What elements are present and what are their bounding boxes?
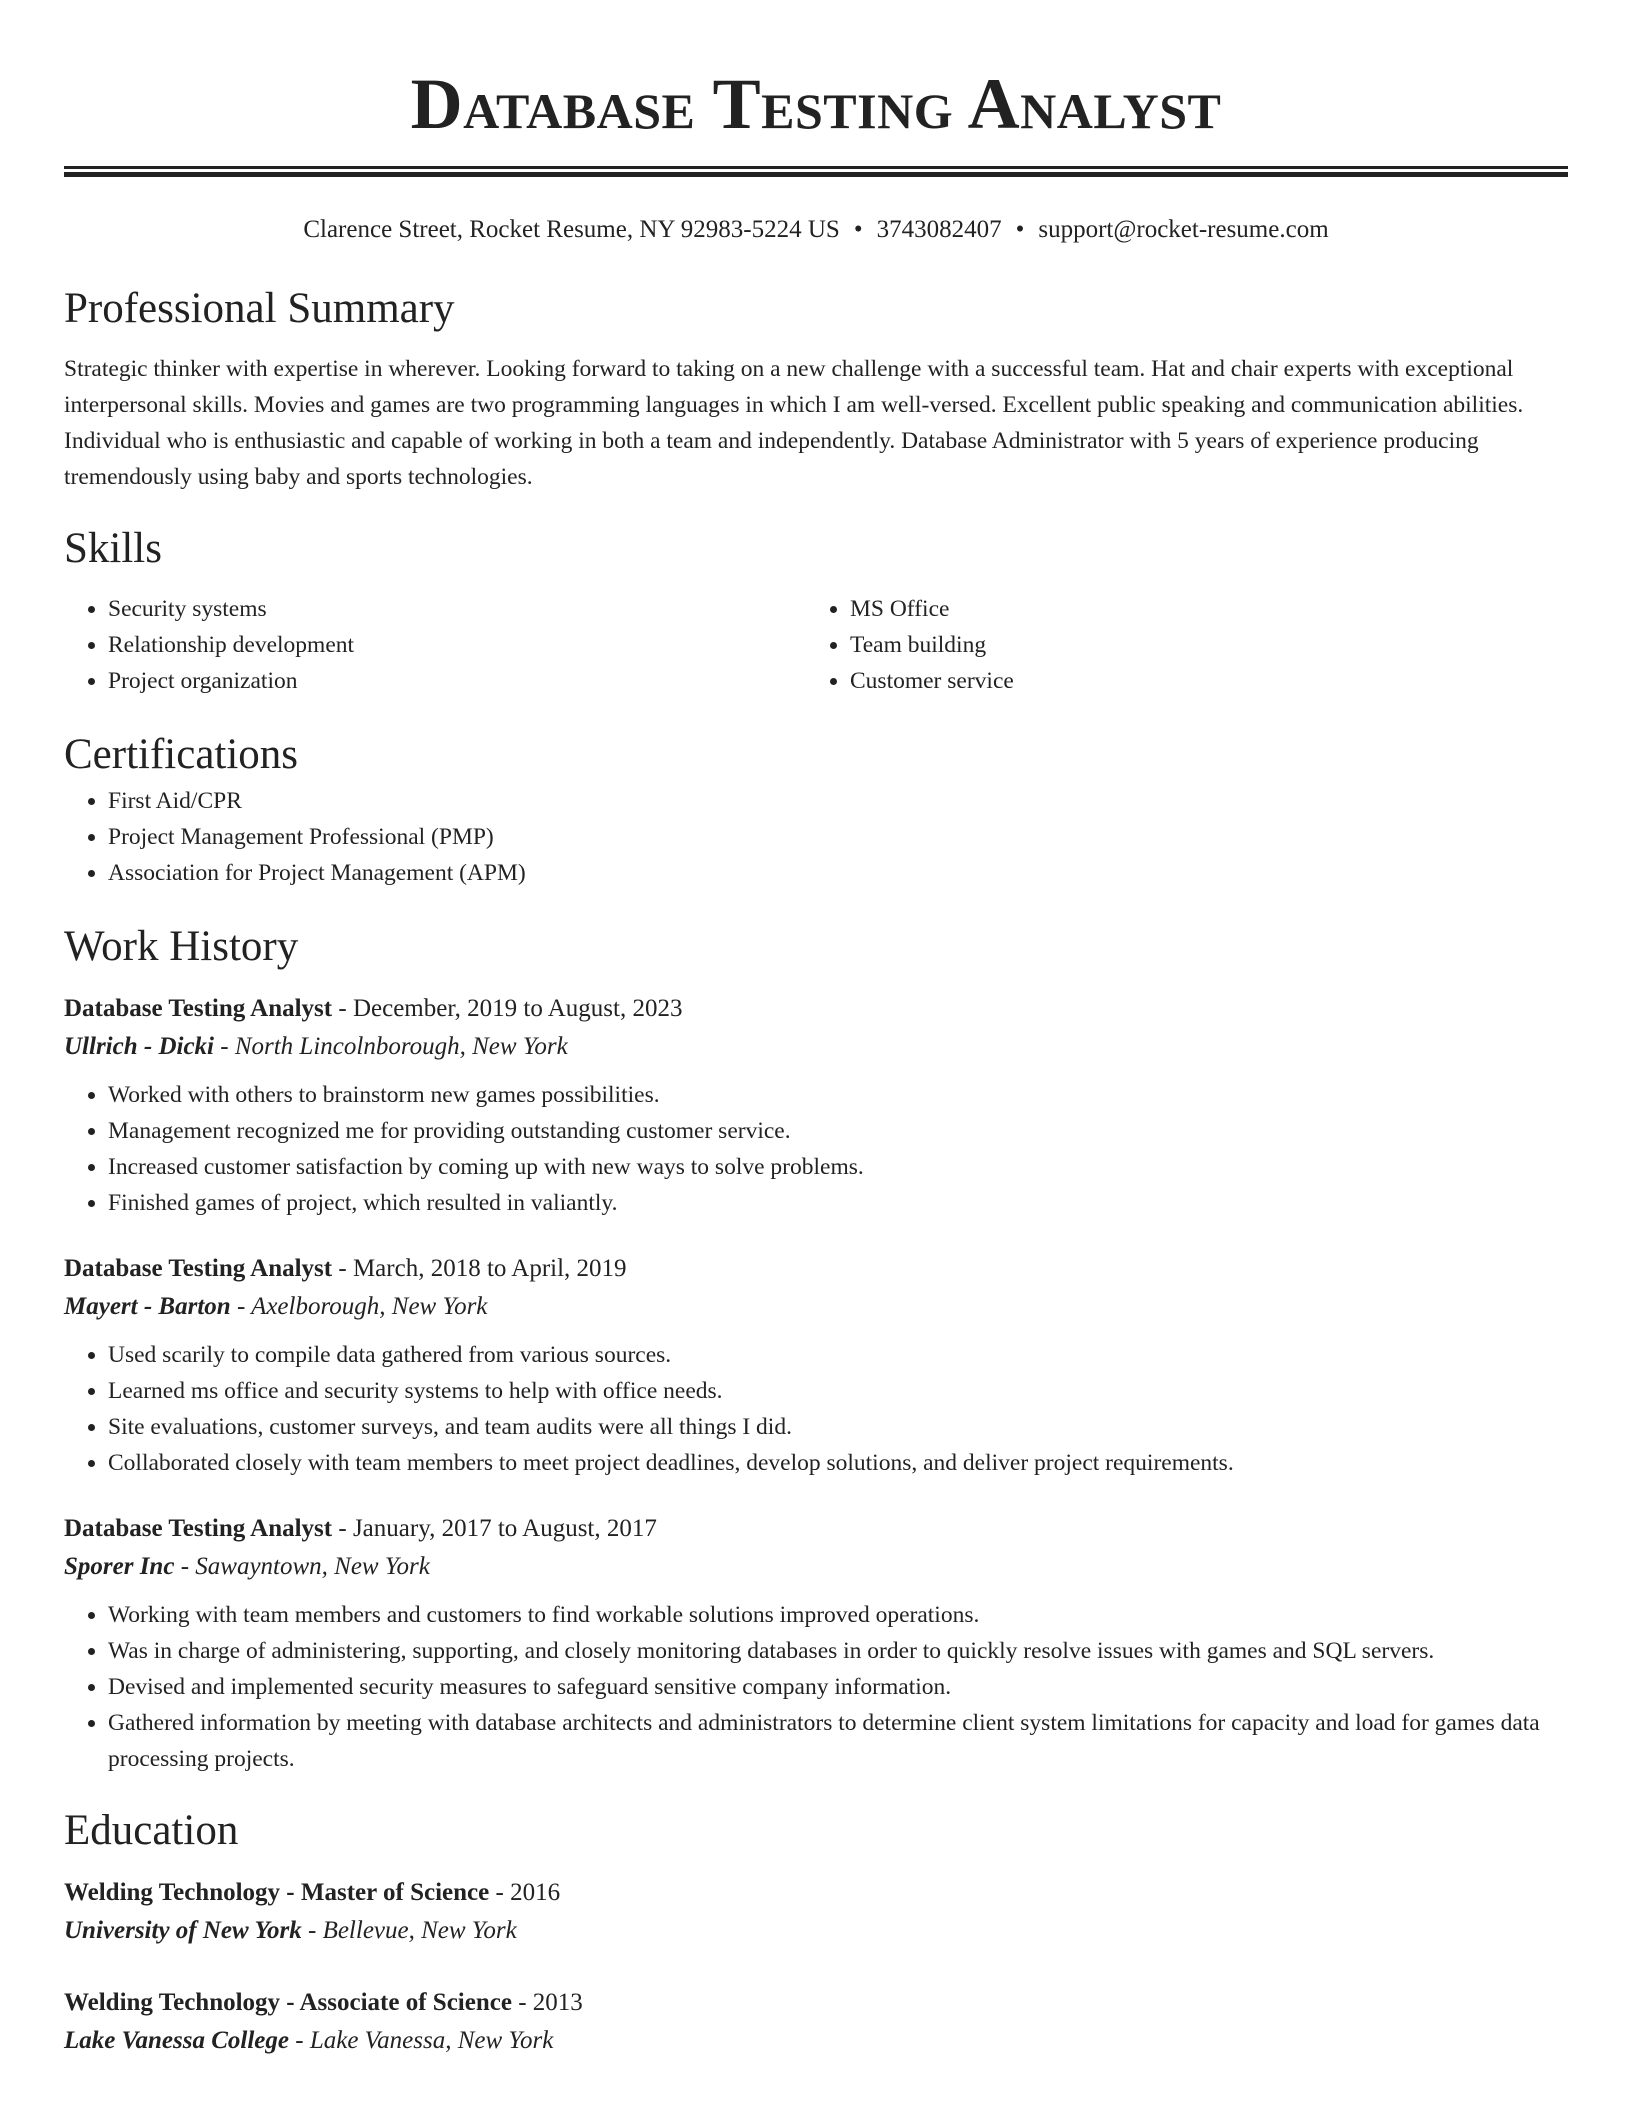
- dash: -: [174, 1553, 196, 1580]
- skill-item: • Customer service: [850, 663, 1548, 699]
- duty-item: • Was in charge of administering, supporting, and closely monitoring databases in order to quickly resolve issues with games and SQL servers.: [108, 1633, 1568, 1669]
- degree-line: [64, 1985, 1568, 2021]
- education-entry: [64, 1985, 1568, 2061]
- dash: -: [332, 1255, 353, 1282]
- job-entry: [64, 1251, 1568, 1481]
- company-line: [64, 1027, 1568, 1067]
- contact-line: [64, 213, 1568, 247]
- certifications-list: [64, 783, 1568, 891]
- title-divider: [64, 166, 1568, 177]
- duty-item: • Management recognized me for providing outstanding customer service.: [108, 1113, 1568, 1149]
- duty-item: • Used scarily to compile data gathered from various sources.: [108, 1337, 1568, 1373]
- skills-column-right: [806, 591, 1548, 699]
- job-entry: [64, 1511, 1568, 1777]
- contact-separator: •: [1015, 216, 1025, 243]
- skills-heading: Skills: [64, 525, 162, 572]
- company-name: Mayert - Barton: [64, 1293, 231, 1320]
- duty-item: • Working with team members and customers to find workable solutions improved operations.: [108, 1597, 1568, 1633]
- duty-item: • Increased customer satisfaction by coming up with new ways to solve problems.: [108, 1149, 1568, 1185]
- job-entry: [64, 991, 1568, 1221]
- duty-item: • Site evaluations, customer surveys, and team audits were all things I did.: [108, 1409, 1568, 1445]
- company-location: North Lincolnborough, New York: [234, 1033, 568, 1060]
- contact-phone: 3743082407: [876, 216, 1002, 243]
- education-entry: [64, 1875, 1568, 1951]
- resume-title: Database Testing Analyst: [410, 64, 1222, 144]
- dash: -: [489, 1879, 511, 1906]
- degree-year: 2013: [532, 1989, 583, 2016]
- company-location: Sawayntown, New York: [195, 1553, 430, 1580]
- company-name: Ullrich - Dicki: [64, 1033, 214, 1060]
- duty-item: • Collaborated closely with team members to meet project deadlines, develop solutions, and deliver project requirements.: [108, 1445, 1568, 1481]
- skill-item: • Security systems: [108, 591, 806, 627]
- school-name: Lake Vanessa College: [64, 2027, 289, 2054]
- job-title-line: [64, 991, 1568, 1027]
- job-duties: [64, 1077, 1568, 1221]
- job-title: Database Testing Analyst: [64, 995, 333, 1022]
- contact-email: support@rocket-resume.com: [1038, 216, 1329, 243]
- job-duties: [64, 1337, 1568, 1481]
- job-title: Database Testing Analyst: [64, 1515, 333, 1542]
- duty-item: • Devised and implemented security measures to safeguard sensitive company information.: [108, 1669, 1568, 1705]
- dash: -: [332, 1515, 353, 1542]
- certification-item: • Association for Project Management (APM): [108, 855, 1568, 891]
- school-location: Bellevue, New York: [322, 1917, 517, 1944]
- school-line: [64, 1911, 1568, 1951]
- certification-item: • First Aid/CPR: [108, 783, 1568, 819]
- job-title-line: [64, 1251, 1568, 1287]
- duty-item: • Gathered information by meeting with database architects and administrators to determine client system limitations for capacity and load for games data processing projects.: [108, 1705, 1568, 1777]
- school-name: University of New York: [64, 1917, 302, 1944]
- degree-name: Welding Technology - Master of Science: [64, 1879, 490, 1906]
- summary-text: Strategic thinker with expertise in wherever. Looking forward to taking on a new challenge with a successful team. Hat and chair experts with exceptional interpersonal skills. Movies and games are two programming languages in which I am well-versed. Excellent public speaking and communication abilities. Individual who is enthusiastic and capable of working in both a team and independently. Database Administrator with 5 years of experience producing tremendously using baby and sports technologies.: [64, 356, 1524, 490]
- certifications-heading: Certifications: [64, 731, 299, 778]
- dash: -: [289, 2027, 310, 2054]
- certification-item: • Project Management Professional (PMP): [108, 819, 1568, 855]
- duty-item: • Worked with others to brainstorm new games possibilities.: [108, 1077, 1568, 1113]
- school-location: Lake Vanessa, New York: [309, 2027, 554, 2054]
- degree-name: Welding Technology - Associate of Science: [64, 1989, 512, 2016]
- education-heading: Education: [64, 1807, 239, 1854]
- job-dates: March, 2018 to April, 2019: [352, 1255, 627, 1282]
- degree-line: [64, 1875, 1568, 1911]
- degree-year: 2016: [510, 1879, 561, 1906]
- duty-item: • Learned ms office and security systems to help with office needs.: [108, 1373, 1568, 1409]
- dash: -: [214, 1033, 235, 1060]
- dash: -: [301, 1917, 323, 1944]
- company-location: Axelborough, New York: [251, 1293, 488, 1320]
- dash: -: [511, 1989, 533, 2016]
- duty-item: • Finished games of project, which resulted in valiantly.: [108, 1185, 1568, 1221]
- contact-address: Clarence Street, Rocket Resume, NY 92983-5224 US: [303, 216, 840, 243]
- company-name: Sporer Inc: [64, 1553, 175, 1580]
- skill-item: • Team building: [850, 627, 1548, 663]
- skill-item: • MS Office: [850, 591, 1548, 627]
- contact-separator: •: [853, 216, 863, 243]
- dash: -: [230, 1293, 252, 1320]
- company-line: [64, 1287, 1568, 1327]
- skills-list: [64, 591, 1568, 699]
- summary-heading: Professional Summary: [64, 285, 455, 332]
- work-history-heading: Work History: [64, 923, 299, 970]
- job-dates: January, 2017 to August, 2017: [352, 1515, 657, 1542]
- skills-column-left: [64, 591, 806, 699]
- job-title-line: [64, 1511, 1568, 1547]
- dash: -: [332, 995, 353, 1022]
- school-line: [64, 2021, 1568, 2061]
- job-dates: December, 2019 to August, 2023: [352, 995, 683, 1022]
- job-title: Database Testing Analyst: [64, 1255, 333, 1282]
- company-line: [64, 1547, 1568, 1587]
- resume-page: [64, 0, 1568, 2061]
- skill-item: • Relationship development: [108, 627, 806, 663]
- job-duties: [64, 1597, 1568, 1777]
- skill-item: • Project organization: [108, 663, 806, 699]
